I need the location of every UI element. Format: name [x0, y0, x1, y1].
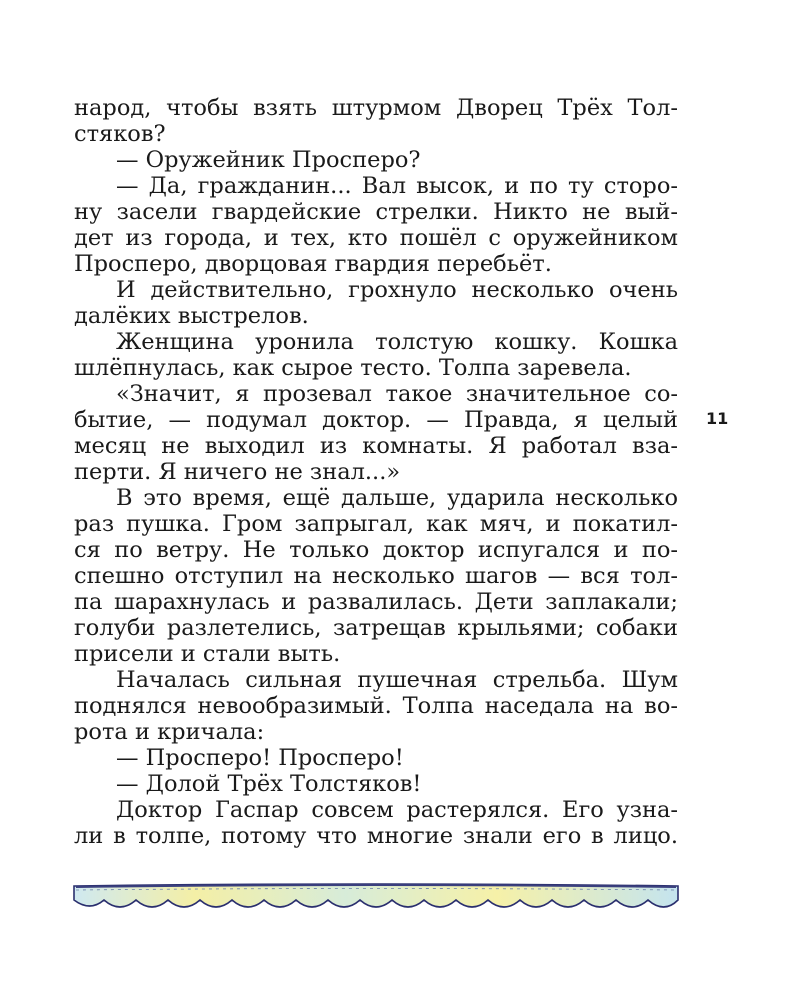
text-line: рота и кричала: [74, 719, 265, 745]
page-number: 11 [706, 409, 729, 428]
text-line: Началась сильная пушечная стрельба. Шум [116, 667, 678, 693]
text-line: Просперо, дворцовая гвардия перебьёт. [74, 251, 552, 277]
text-line: перти. Я ничего не знал...» [74, 459, 401, 485]
text-line: месяц не выходил из комнаты. Я работал вза- [74, 433, 678, 459]
text-line: голуби разлетелись, затрещав крыльями; собаки [74, 615, 678, 641]
text-line: — Оружейник Просперо? [116, 147, 421, 173]
text-line: — Долой Трёх Толстяков! [116, 771, 422, 797]
text-line: шлёпнулась, как сырое тесто. Толпа заревела. [74, 355, 632, 381]
text-line: народ, чтобы взять штурмом Дворец Трёх Тол- [74, 95, 678, 121]
text-line: присели и стали выть. [74, 641, 341, 667]
text-line: Женщина уронила толстую кошку. Кошка [116, 329, 678, 355]
text-line: спешно отступил на несколько шагов — вся тол- [74, 563, 678, 589]
text-line: «Значит, я прозевал такое значительное со- [116, 381, 678, 407]
text-line: ну засели гвардейские стрелки. Никто не вый- [74, 199, 678, 225]
text-line: — Да, гражданин... Вал высок, и по ту сторо- [116, 173, 678, 199]
text-line: В это время, ещё дальше, ударила несколько [116, 485, 678, 511]
text-line: ли в толпе, потому что многие знали его в лицо. [74, 823, 678, 849]
body-text [74, 95, 678, 849]
text-line: И действительно, грохнуло несколько очень [116, 277, 678, 303]
text-line: далёких выстрелов. [74, 303, 309, 329]
text-line: ся по ветру. Не только доктор испугался и по- [74, 537, 678, 563]
text-line: бытие, — подумал доктор. — Правда, я целый [74, 407, 678, 433]
text-line: — Просперо! Просперо! [116, 745, 404, 771]
text-line: поднялся невообразимый. Толпа наседала на во- [74, 693, 678, 719]
text-line: стяков? [74, 121, 166, 147]
text-line: Доктор Гаспар совсем растерялся. Его узна- [116, 797, 678, 823]
wave-border-ornament-icon [72, 880, 680, 914]
text-line: раз пушка. Гром запрыгал, как мяч, и покатил- [74, 511, 678, 537]
text-line: дет из города, и тех, кто пошёл с оружейником [74, 225, 678, 251]
text-line: па шарахнулась и развалилась. Дети заплакали; [74, 589, 678, 615]
